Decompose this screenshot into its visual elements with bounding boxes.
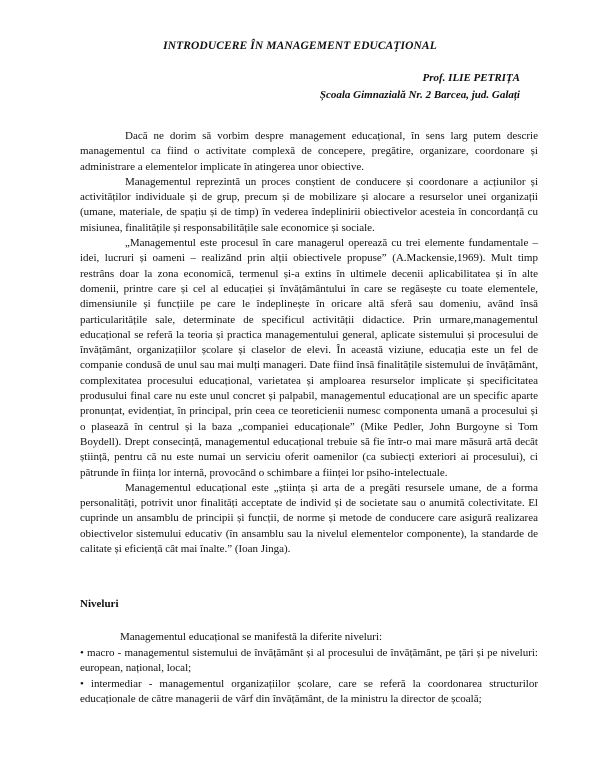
section-heading: Niveluri bbox=[80, 598, 119, 610]
paragraph: Managementul reprezintă un proces conștient de conducere și coordonare a acțiunilor și activităților individuale și de grup, precum și de mobilizare și alocare a resurselor unei organizații (umane, materiale, de spațiu și de timp) în vederea îndeplinirii obiectivelor acesteia în concordanță cu misiunea, finalitățile și responsabilitățile sale economice și sociale. bbox=[80, 175, 538, 234]
list-item: • macro - managementul sistemului de învățământ și al procesului de învățământ, pe țări și pe niveluri: european, național, local; bbox=[80, 646, 538, 674]
author-name: Prof. ILIE PETRIȚA bbox=[422, 72, 520, 84]
document-title: INTRODUCERE ÎN MANAGEMENT EDUCAȚIONAL bbox=[163, 40, 437, 52]
list-item: • intermediar - managementul organizațiilor școlare, care se referă la coordonarea structurilor educaționale de către managerii de vârf din învățământ, de la ministru la director de școală; bbox=[80, 677, 538, 705]
paragraph: Dacă ne dorim să vorbim despre management educațional, în sens larg putem descrie managementul ca fiind o activitate complexă de concepere, pregătire, organizare, coordonare și administrare a elementelor implicate în atingerea unor obiective. bbox=[80, 130, 538, 173]
levels-intro: Managementul educațional se manifestă la diferite niveluri: bbox=[120, 631, 383, 643]
paragraph: Managementul educațional este „știința și arta de a pregăti resursele umane, de a forma personalități, potrivit unor finalități acceptate de individ și de societate sau o anumită colectivitate. El cuprinde un ansamblu de principii și funcții, de norme și metode de conducere care asigură realizarea obiectivelor sistemului educativ (în ansamblu sau la nivelul elementelor componente), la standarde de calitate și eficiență cât mai înalte.” (Ioan Jinga). bbox=[80, 481, 538, 556]
paragraph: „Managementul este procesul în care managerul operează cu trei elemente fundamentale –idei, lucruri și oameni – realizând prin alții obiectivele propuse” (A.Mackensie,1969). Mult timp restrâns doar la zona economică, termenul și-a extins în ultimele decenii aplicabilitatea și în alte domenii, printre care și cel al educației și învățământului în care se regăsește cu toate elementele, dimensiunile și funcțiile pe care le îndeplinește în oricare altă sferă sau domeniu, având însă particularitățile sale, determinate de specificul activității didactice. Prin urmare,managementul educațional se referă la teoria și practica managementului general, aplicate sistemului și procesului de învățământ, organizațiilor școlare și claselor de elevi. În această viziune, educația este un fel de companie condusă de unul sau mai mulți manageri. Date fiind însă finalitățile sistemului de învățământ, complexitatea procesului educațional, varietatea și amploarea resurselor implicate și specificitatea produsului final care nu este unul concret și palpabil, managementul educațional are un specific aparte pronunțat, evidențiat, în principal, prin ceea ce teoreticienii numesc componenta umană a procesului și o plasează în centrul și la baza „companiei educaționale” (Mike Pedler, John Burgoyne si Tom Boydell). Drept consecință, managementul educațional trebuie să fie într-o mai mare măsură artă decât știință, pentru că nu este numai un serviciu oferit oamenilor (ca subiecți exteriori ai procesului), ci pătrunde în ființa lor internă, provocând o schimbare a ființei lor psiho-intelectuale. bbox=[80, 237, 538, 479]
body-text bbox=[80, 129, 538, 557]
levels-section bbox=[80, 630, 538, 708]
author-affiliation: Școala Gimnazială Nr. 2 Barcea, jud. Galați bbox=[319, 89, 520, 101]
author-block bbox=[320, 70, 520, 104]
